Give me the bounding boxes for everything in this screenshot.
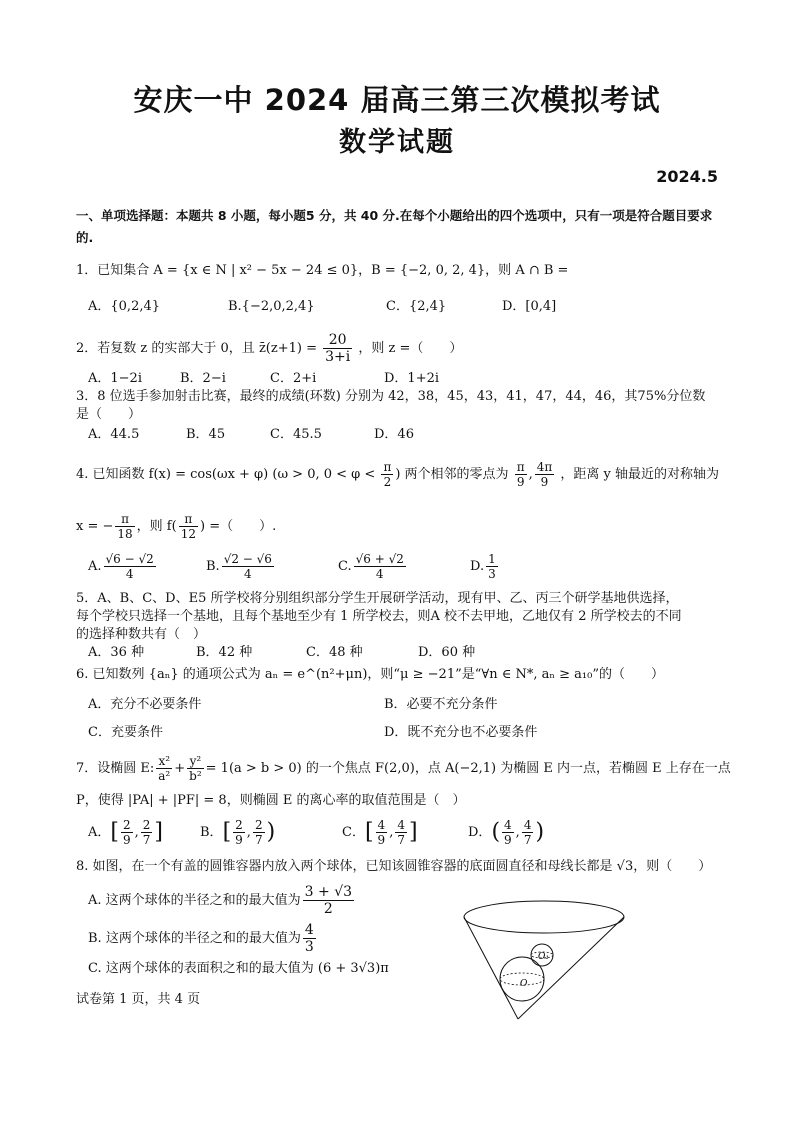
- exam-date: 2024.5: [656, 167, 718, 186]
- q3-stem-2: 是（ ）: [76, 407, 142, 422]
- q7-option-b-close: ): [266, 819, 276, 845]
- q4-zero-1-num: π: [516, 460, 525, 474]
- q7-term-1-den: a²: [158, 769, 171, 783]
- q4-cond: (ω > 0, 0 < φ <: [272, 467, 376, 482]
- q8-option-b-text: B. 这两个球体的半径之和的最大值为: [88, 931, 301, 946]
- q7-option-c-right-den: 7: [397, 833, 405, 847]
- q7-option-d-right: [522, 818, 534, 847]
- q7-option-c-open: [: [364, 819, 374, 845]
- q4-option-a-fraction: [104, 552, 156, 581]
- q4-arg-den: 12: [180, 527, 196, 541]
- q7-option-b-right: [253, 818, 265, 847]
- q7-option-a-left-num: 2: [122, 818, 131, 832]
- q4-option-a: [88, 552, 158, 581]
- q7-option-c: C．[ $\frac{4}{9}$ , $\frac{4}{7}$ ]: [342, 818, 418, 847]
- q7-option-a-left: [121, 818, 133, 847]
- q7-option-d-open: (: [491, 819, 501, 845]
- q7-term-1-num: x²: [156, 754, 172, 769]
- q4-cond-den: 2: [383, 475, 392, 489]
- q7-option-a-open: [: [110, 819, 119, 845]
- q5-option-c: C．48 种: [306, 645, 363, 660]
- q7-option-d-close: ): [535, 819, 545, 845]
- q1-option-d: D．[0,4]: [502, 299, 557, 314]
- q7-option-b-right-den: 7: [254, 833, 263, 847]
- q2-frac-num: 20: [323, 332, 352, 349]
- q7-option-c-right-num: 4: [397, 818, 405, 832]
- q1-option-b: B.{−2,0,2,4}: [228, 299, 315, 314]
- q8-option-c: C. 这两个球体的表面积之和的最大值为 (6 + 3√3)π: [88, 961, 389, 976]
- q5-option-d: D．60 种: [418, 645, 476, 660]
- q3-option-a: A．44.5: [88, 427, 140, 442]
- q7-option-a-label: A．: [88, 825, 111, 840]
- q1-option-c: C．{2,4}: [386, 299, 447, 314]
- q2-expr: z̄(z+1) =: [258, 341, 317, 356]
- q4-option-c-fraction: [354, 552, 406, 581]
- q4-line2-c: ) =（ ）.: [199, 519, 277, 534]
- q2-option-c: C．2+i: [270, 371, 317, 386]
- q4-zero-2: [535, 460, 555, 489]
- q6-option-a: A．充分不必要条件: [88, 697, 202, 712]
- q7-line2: P，使得 |PA| + |PF| = 8，则椭圆 E 的离心率的取值范围是（ ）: [76, 793, 466, 808]
- q7-option-b-left: [233, 818, 245, 847]
- q4-arg-fraction: [179, 512, 198, 541]
- q1-option-a: A．{0,2,4}: [88, 299, 161, 314]
- q4-option-d-num: 1: [488, 552, 496, 566]
- q5-option-b: B．42 种: [196, 645, 253, 660]
- q4-zero-2-den: 9: [540, 475, 549, 489]
- cone-top-ellipse: [464, 901, 624, 933]
- q4-option-c-den: 4: [375, 567, 384, 581]
- q4-axis-num: π: [115, 512, 134, 527]
- q4-axis-den: 18: [117, 527, 133, 541]
- q3-stem-1: 3．8 位选手参加射击比赛，最终的成绩(环数) 分别为 42，38，45，43，41，47，44，46，其75%分位数: [76, 389, 706, 404]
- q8-option-b-den: 3: [304, 939, 314, 955]
- q4-option-a-label: A.: [88, 559, 102, 574]
- page-footer: 试卷第 1 页，共 4 页: [76, 992, 201, 1007]
- q4-cond-num: π: [383, 460, 392, 474]
- q4-option-a-num: √6 − √2: [105, 552, 154, 566]
- q4-zero-1: [515, 460, 527, 489]
- q8-option-a-text: A. 这两个球体的半径之和的最大值为: [88, 893, 301, 908]
- q4-cond-fraction: [381, 460, 393, 489]
- q4-option-b-fraction: [222, 552, 274, 581]
- q4-option-b-den: 4: [243, 567, 252, 581]
- q7-option-d-left: [502, 818, 514, 847]
- q5-stem-3: 的选择种数共有（ ）: [76, 627, 207, 642]
- q2-frac-den: 3+i: [325, 349, 351, 365]
- q4-option-d-den: 3: [488, 567, 496, 581]
- q7-option-a-close: ]: [154, 819, 163, 845]
- q7-option-d-right-num: 4: [523, 818, 532, 832]
- q8-option-a: [88, 884, 356, 917]
- q2-fraction: [323, 332, 352, 365]
- q7-stem-a: 7．设椭圆 E:: [76, 761, 155, 776]
- q7-stem-b: = 1(a > b > 0) 的一个焦点 F(2,0)，点 A(−2,1) 为椭圆 E 内一点，若椭圆 E 上存在一点: [205, 761, 731, 776]
- q3-option-b: B．45: [186, 427, 226, 442]
- q4-option-c-num: √6 + √2: [355, 552, 404, 566]
- q7-term-2-num: y²: [187, 754, 204, 769]
- q7-option-a-right-num: 2: [142, 818, 151, 832]
- q7-option-a-right: [141, 818, 153, 847]
- section-heading: 一、单项选择题：本题共 8 小题，每小题5 分，共 40 分.在每个小题给出的四个选项中，只有一项是符合题目要求的.: [76, 208, 713, 245]
- q7-option-d-left-num: 4: [504, 818, 512, 832]
- q5-option-a: A．36 种: [88, 645, 145, 660]
- q7-option-d-right-den: 7: [523, 833, 532, 847]
- q6-option-d: D．既不充分也不必要条件: [384, 725, 538, 740]
- q4-option-b-label: B.: [206, 559, 220, 574]
- q7-plus: +: [174, 761, 186, 776]
- q4-line2: [76, 512, 276, 541]
- q4-stem: 4. 已知函数 f(x) = cos(ωx + φ) (ω > 0, 0 < φ < $\frac{\pi}{2}$ ) 两个相邻的零点为 $\frac{\pi}{9}$ , $\frac{4\pi}{9}$ ，距离 y 轴最近的对称轴为: [76, 460, 720, 489]
- q7-stem: [76, 754, 731, 783]
- q4-option-d: [470, 552, 500, 581]
- q4-zero-2-num: 4π: [536, 460, 553, 474]
- exam-subject: 数学试题: [339, 127, 455, 158]
- q7-option-b-left-num: 2: [235, 818, 243, 832]
- q4-line2-b: ，则 f(: [136, 519, 177, 534]
- cone-spheres-figure: [458, 895, 638, 1023]
- q4-option-d-fraction: [486, 552, 498, 581]
- q7-option-b-right-num: 2: [254, 818, 263, 832]
- q5-stem-2: 每个学校只选择一个基地，且每个基地至少有 1 所学校去，则A 校不去甲地，乙地仅有 2 所学校去的不同: [76, 609, 682, 624]
- q4-zero-1-den: 9: [516, 475, 525, 489]
- q7-option-b-open: [: [222, 819, 232, 845]
- q4-stem-c: ，距离 y 轴最近的对称轴为: [560, 467, 720, 482]
- q4-option-b-num: √2 − √6: [223, 552, 272, 566]
- q7-option-c-close: ]: [408, 819, 418, 845]
- q7-option-c-left: [376, 818, 388, 847]
- small-sphere-center-label: O₁: [538, 952, 549, 962]
- q7-term-2: [187, 754, 204, 783]
- q2-option-a: A．1−2i: [88, 371, 142, 386]
- q7-term-2-den: b²: [189, 769, 202, 783]
- q2-stem: [76, 332, 462, 365]
- q6-option-c: C．充要条件: [88, 725, 163, 740]
- q3-option-c: C．45.5: [270, 427, 322, 442]
- q7-option-b: B．[ $\frac{2}{9}$ , $\frac{2}{7}$ ): [200, 818, 276, 847]
- q7-option-d-left-den: 9: [504, 833, 512, 847]
- q1-stem: 1．已知集合 A = {x ∈ N | x² − 5x − 24 ≤ 0}，B = {−2, 0, 2, 4}，则 A ∩ B =: [76, 263, 569, 278]
- q8-option-b-fraction: [303, 922, 316, 955]
- q7-term-1: [156, 754, 172, 783]
- q4-cond-end: ): [395, 467, 401, 482]
- q7-option-a: A．[ $\frac{2}{9}$ , $\frac{2}{7}$ ]: [88, 818, 163, 847]
- q7-option-d: D．( $\frac{4}{9}$ , $\frac{4}{7}$ ): [468, 818, 545, 847]
- q2-stem-b: ，则 z =（ ）: [358, 341, 463, 356]
- q4-axis-fraction: [115, 512, 134, 541]
- cone-left-edge: [464, 917, 518, 1019]
- q4-stem-a: 4. 已知函数 f(x) = cos(ωx + φ): [76, 467, 269, 482]
- q2-option-d: D．1+2i: [384, 371, 440, 386]
- q4-option-c: [338, 552, 408, 581]
- q8-stem: 8. 如图，在一个有盖的圆锥容器内放入两个球体，已知该圆锥容器的底面圆直径和母线长都是 √3，则（ ）: [76, 859, 712, 874]
- q7-option-c-left-den: 9: [377, 833, 386, 847]
- q7-option-c-label: C．: [342, 825, 365, 840]
- q8-option-a-fraction: [303, 884, 354, 917]
- q4-arg-num: π: [179, 512, 198, 527]
- q4-option-b: [206, 552, 276, 581]
- q8-option-a-den: 2: [323, 901, 333, 917]
- q3-option-d: D．46: [374, 427, 414, 442]
- q7-option-c-left-num: 4: [377, 818, 386, 832]
- q5-stem-1: 5．A、B、C、D、E5 所学校将分别组织部分学生开展研学活动，现有甲、乙、丙三个研学基地供选择，: [76, 591, 679, 606]
- q6-stem: 6. 已知数列 {aₙ} 的通项公式为 aₙ = e^(n²+μn)，则“μ ≥ −21”是“∀n ∈ N*, aₙ ≥ a₁₀”的（ ）: [76, 667, 664, 682]
- q2-stem-a: 2．若复数 z 的实部大于 0，且: [76, 341, 255, 356]
- q4-option-d-label: D.: [470, 559, 485, 574]
- q8-option-b: [88, 922, 318, 955]
- q7-option-c-right: [395, 818, 407, 847]
- large-sphere-center-label: O: [520, 979, 528, 989]
- q8-option-a-num: 3 + √3: [304, 884, 353, 900]
- q2-option-b: B．2−i: [180, 371, 226, 386]
- q4-option-a-den: 4: [125, 567, 134, 581]
- q7-option-b-left-den: 9: [235, 833, 243, 847]
- exam-title: 安庆一中 2024 届高三第三次模拟考试: [133, 83, 661, 117]
- q7-option-b-label: B．: [200, 825, 223, 840]
- q7-option-d-label: D．: [468, 825, 492, 840]
- q7-option-a-left-den: 9: [122, 833, 131, 847]
- q6-option-b: B．必要不充分条件: [384, 697, 498, 712]
- q4-option-c-label: C.: [338, 559, 352, 574]
- q4-stem-b: 两个相邻的零点为: [404, 467, 509, 482]
- q7-option-a-right-den: 7: [142, 833, 151, 847]
- q4-line2-a: x = −: [76, 519, 114, 534]
- q8-option-b-num: 4: [304, 922, 314, 938]
